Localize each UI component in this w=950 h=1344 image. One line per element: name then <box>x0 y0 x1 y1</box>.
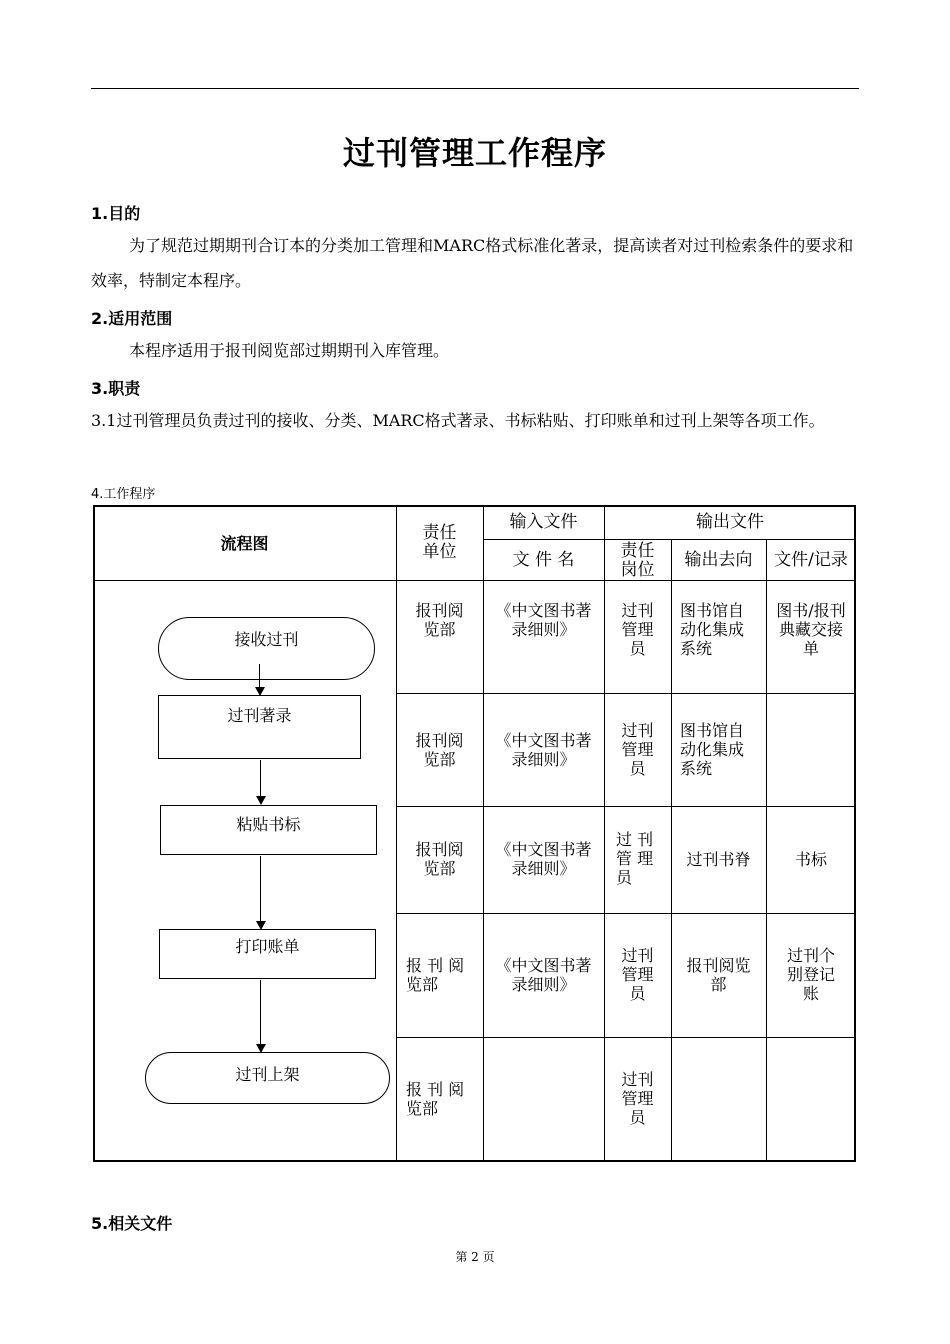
header-output-dest: 输出去向 <box>684 550 753 570</box>
row5-dest <box>671 1037 766 1162</box>
document-title: 过刊管理工作程序 <box>342 134 607 172</box>
header-rule <box>91 88 859 89</box>
row4-unit: 报 刊 阅览部 <box>406 956 465 994</box>
flow-step-receive: 接收过刊 <box>158 617 375 680</box>
row3-post: 过 刊管 理员 <box>616 830 654 887</box>
header-flowchart: 流程图 <box>220 533 269 553</box>
flow-step-catalog: 过刊著录 <box>158 695 361 759</box>
flow-arrow-4 <box>260 980 261 1051</box>
page-number: 第 2 页 <box>455 1250 495 1264</box>
row3-dest: 过刊书脊 <box>686 850 751 869</box>
row3-input: 《中文图书著录细则》 <box>495 840 592 878</box>
flow-arrow-2 <box>260 760 261 803</box>
row1-post: 过刊管理员 <box>621 601 654 658</box>
row5-unit: 报 刊 阅览部 <box>406 1080 465 1118</box>
row5-record <box>766 1037 856 1162</box>
flow-arrow-1 <box>259 664 260 694</box>
row3-unit: 报刊阅览部 <box>415 840 464 878</box>
flow-arrow-3 <box>260 856 261 928</box>
row3-record: 书标 <box>794 850 827 869</box>
row4-dest: 报刊阅览部 <box>686 956 751 994</box>
flow-step-print: 打印账单 <box>159 929 376 979</box>
flow-step-label: 粘贴书标 <box>160 805 377 855</box>
row2-unit: 报刊阅览部 <box>415 731 464 769</box>
header-resp-post: 责任岗位 <box>620 540 655 580</box>
row2-dest: 图书馆自动化集成系统 <box>680 721 745 778</box>
section-1-heading: 1.目的 <box>91 204 141 223</box>
row4-post: 过刊管理员 <box>621 946 654 1003</box>
row4-record: 过刊个别登记账 <box>786 946 835 1003</box>
row1-input: 《中文图书著录细则》 <box>495 601 592 639</box>
section-3-text: 3.1过刊管理员负责过刊的接收、分类、MARC格式著录、书标粘贴、打印账单和过刊上架等各项工作。 <box>91 411 825 430</box>
row1-dest: 图书馆自动化集成系统 <box>680 601 745 658</box>
row2-record <box>766 721 856 791</box>
header-output-docs: 输出文件 <box>696 512 764 532</box>
section-3-heading: 3.职责 <box>91 379 141 398</box>
row5-post: 过刊管理员 <box>621 1070 654 1127</box>
section-5-heading: 5.相关文件 <box>91 1214 173 1233</box>
row4-input: 《中文图书著录细则》 <box>495 956 592 994</box>
section-4-heading: 4.工作程序 <box>91 487 156 502</box>
section-2-text: 本程序适用于报刊阅览部过期期刊入库管理。 <box>129 341 450 360</box>
row1-unit: 报刊阅览部 <box>415 601 464 639</box>
section-1-text: 为了规范过期期刊合订本的分类加工管理和MARC格式标准化著录，提高读者对过刊检索条件的要求和效率，特制定本程序。 <box>91 236 854 290</box>
flow-step-shelve: 过刊上架 <box>145 1052 390 1104</box>
row2-post: 过刊管理员 <box>621 721 654 778</box>
row5-input <box>483 1037 604 1162</box>
row1-record: 图书/报刊典藏交接单 <box>776 601 846 658</box>
section-2-heading: 2.适用范围 <box>91 309 173 328</box>
header-input-name: 文 件 名 <box>512 550 575 570</box>
header-input-docs: 输入文件 <box>509 512 578 532</box>
header-responsible-unit: 责任单位 <box>422 523 457 562</box>
header-doc-record: 文件/记录 <box>774 550 848 570</box>
row2-input: 《中文图书著录细则》 <box>495 731 592 769</box>
